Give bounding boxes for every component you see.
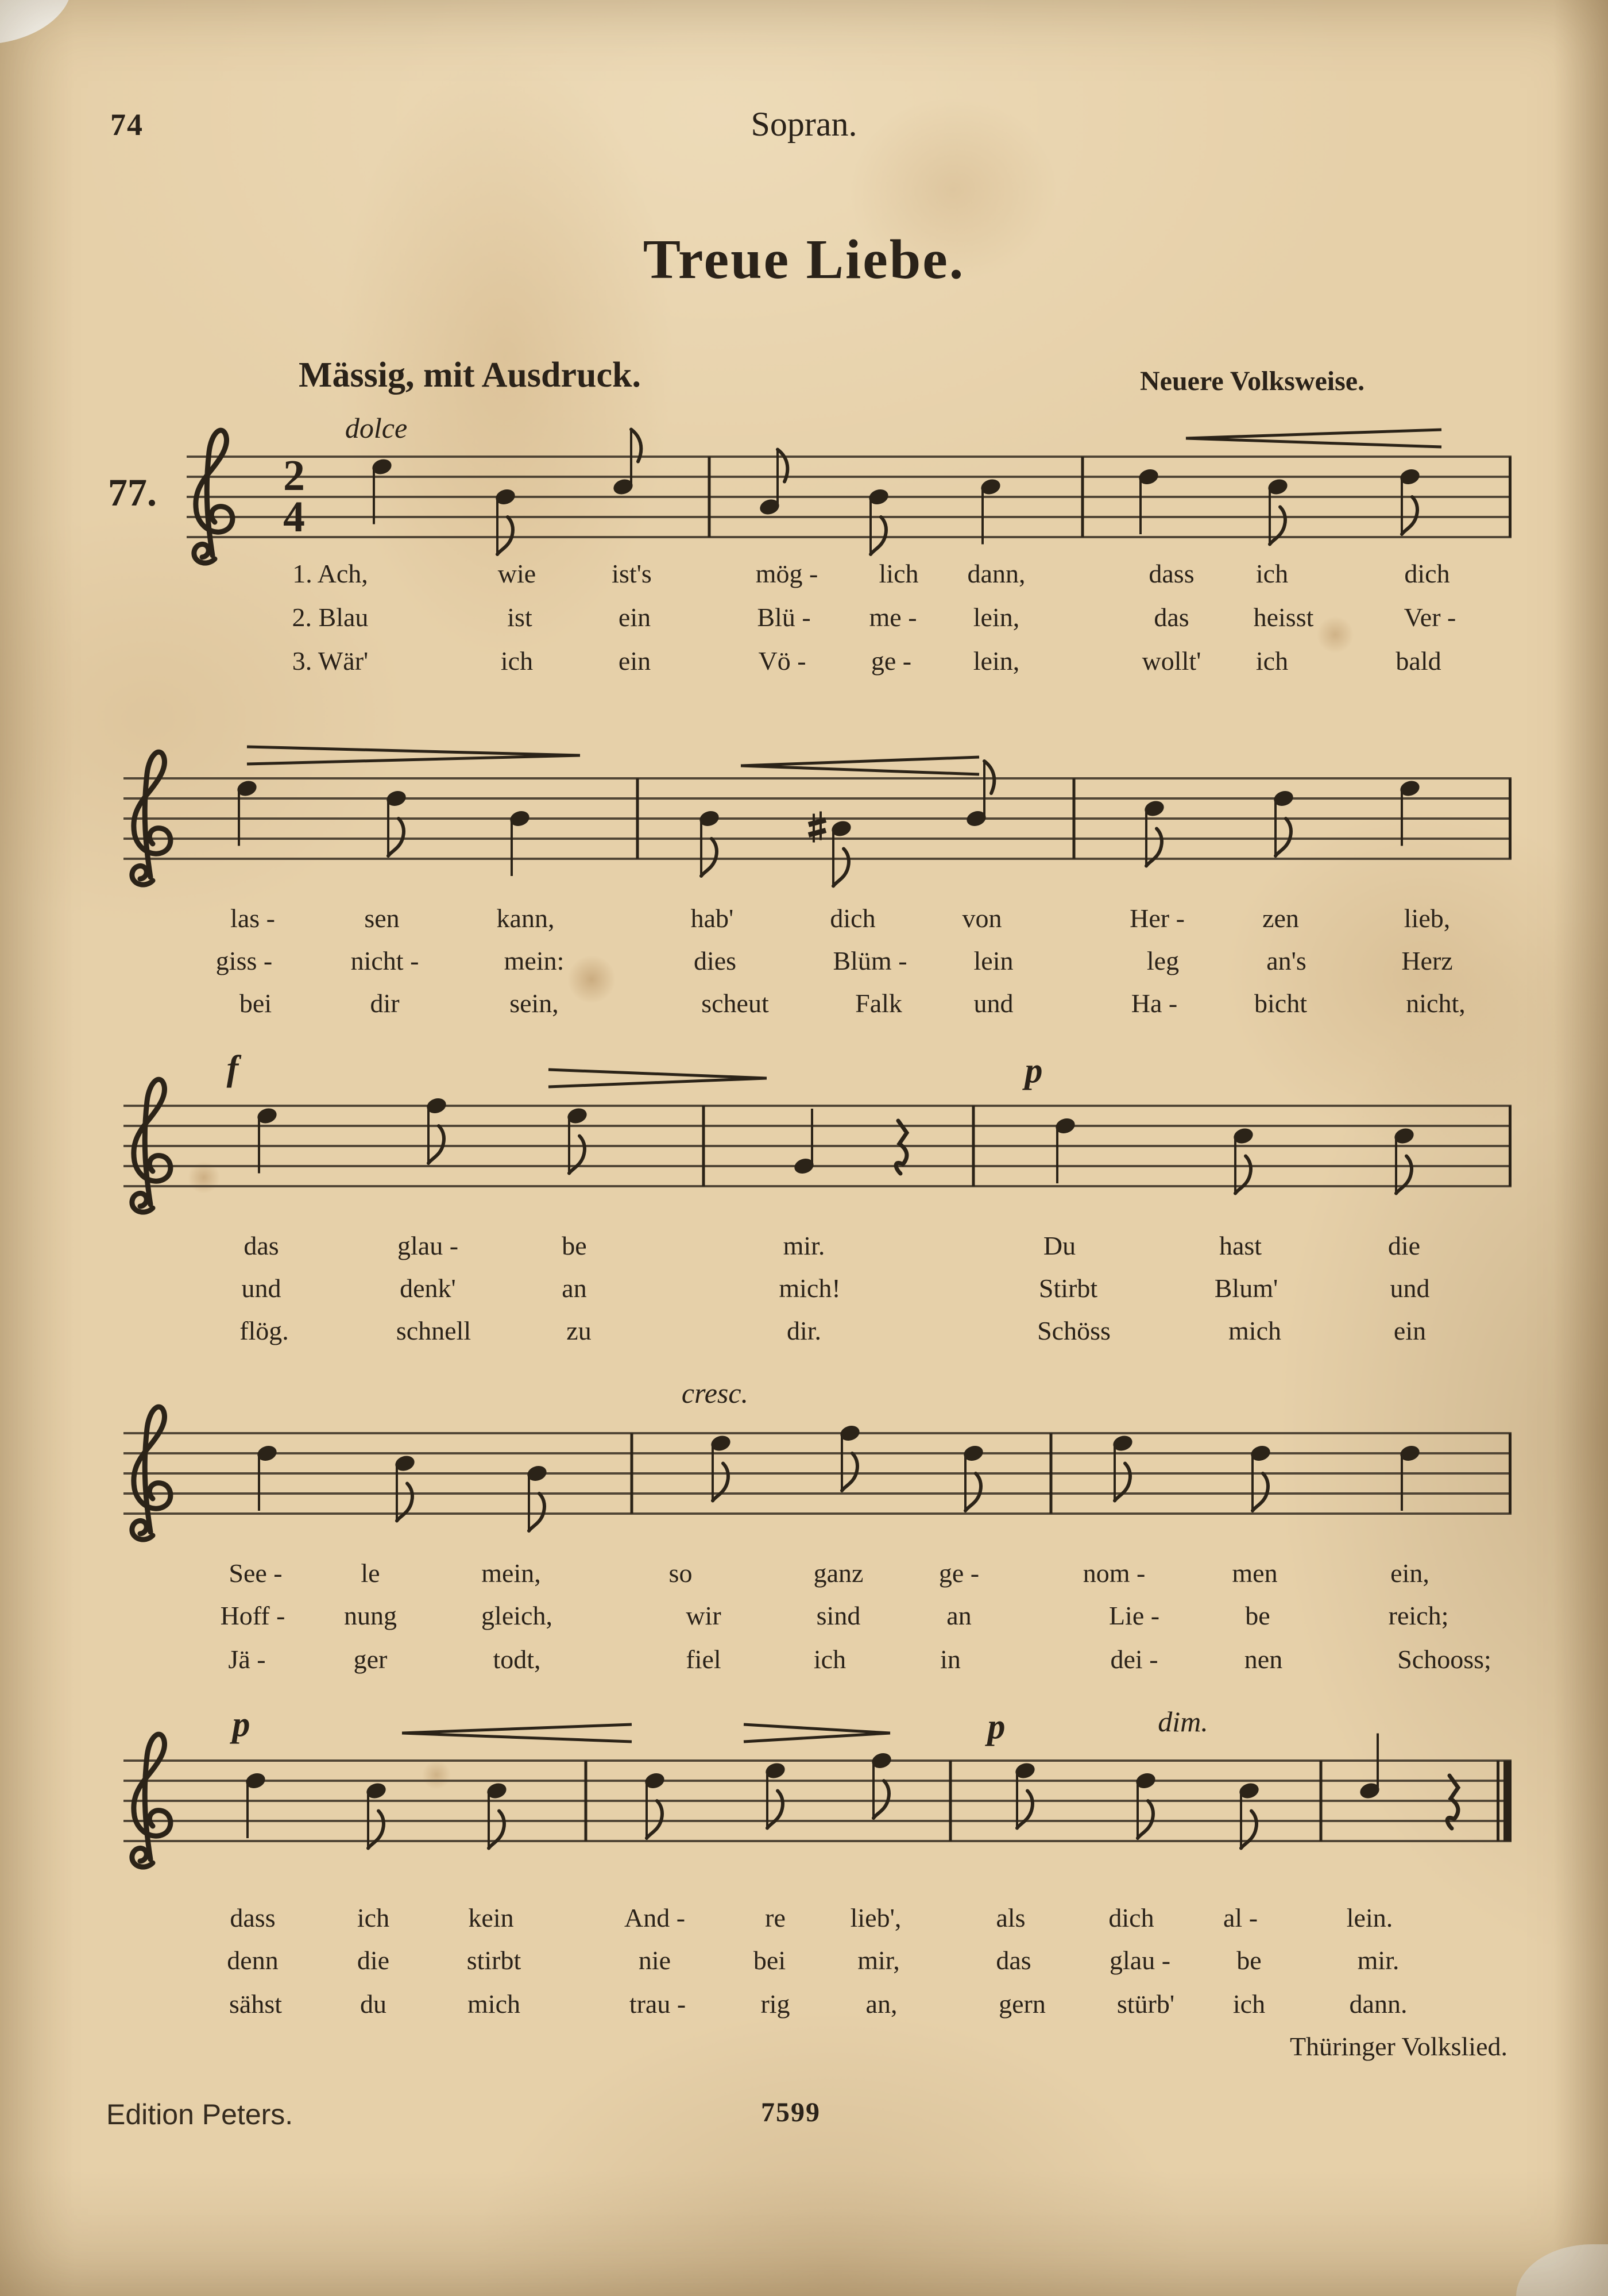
staff-lines — [123, 778, 1512, 859]
lyric-syllable: nicht - — [350, 946, 419, 975]
lyric-syllable: das — [996, 1946, 1031, 1975]
lyric-syllable: las - — [230, 904, 275, 933]
lyric-syllable: 2. Blau — [292, 603, 369, 632]
lyric-syllable: flög. — [239, 1316, 289, 1345]
barline — [1509, 457, 1512, 537]
lyric-syllable: lein. — [1346, 1903, 1393, 1932]
lyric-syllable: hast — [1219, 1231, 1262, 1260]
barline — [1509, 1106, 1512, 1186]
lyric-syllable: 1. Ach, — [292, 559, 368, 588]
lyric-syllable: die — [1387, 1231, 1421, 1260]
eighth-note — [1272, 789, 1295, 856]
lyric-syllable: leg — [1146, 946, 1180, 975]
barline — [702, 1106, 705, 1186]
lyric-syllable: ist's — [612, 559, 652, 588]
scan-corner-artifact — [0, 0, 79, 45]
lyric-syllable: die — [357, 1946, 390, 1975]
lyric-syllable: bei — [753, 1946, 786, 1975]
lyric-syllable: mich — [467, 1989, 520, 2019]
eighth-note — [566, 1106, 589, 1173]
lyric-syllable: dir. — [786, 1316, 822, 1345]
lyric-syllable: heisst — [1253, 603, 1314, 632]
quarter-note — [793, 1109, 815, 1176]
lyric-syllable: dass — [1149, 559, 1195, 588]
lyric-syllable: an, — [865, 1989, 898, 2019]
eighth-note — [1232, 1126, 1255, 1193]
eighth-note — [867, 487, 890, 554]
eighth-note — [1398, 467, 1421, 534]
quarter-note — [235, 778, 258, 846]
lyric-syllable: nen — [1244, 1645, 1283, 1674]
eighth-note — [494, 487, 517, 554]
quarter-note — [1398, 778, 1421, 846]
lyric-syllable: ich — [500, 646, 534, 676]
lyric-syllable: dann. — [1349, 1989, 1408, 2019]
lyric-syllable: be — [1245, 1601, 1270, 1630]
lyric-syllable: mir, — [857, 1946, 900, 1975]
lyric-syllable: bicht — [1254, 989, 1307, 1018]
lyric-syllable: lieb, — [1404, 904, 1451, 933]
quarter-note — [979, 477, 1002, 544]
quarter-note — [256, 1106, 279, 1173]
lyric-syllable: dies — [693, 946, 737, 975]
lyric-syllable: hab' — [690, 904, 734, 933]
dynamic-marking: p — [1025, 1051, 1043, 1090]
lyric-syllable: glau - — [1109, 1946, 1171, 1975]
eighth-note — [870, 1751, 893, 1818]
lyric-syllable: bei — [239, 989, 272, 1018]
staff-lines — [123, 1106, 1512, 1186]
lyric-syllable: Herz — [1401, 946, 1453, 975]
page-number: 74 — [110, 107, 144, 142]
eighth-note — [393, 1453, 416, 1521]
lyric-syllable: ge - — [871, 646, 912, 676]
barline — [972, 1106, 975, 1186]
lyric-syllable: be — [562, 1231, 587, 1260]
lyric-syllable: zen — [1262, 904, 1299, 933]
lyric-syllable: dann, — [967, 559, 1026, 588]
lyric-syllable: And - — [624, 1903, 686, 1932]
dynamic-marking: cresc. — [681, 1377, 749, 1409]
lyric-syllable: dich — [830, 904, 876, 933]
quarter-note — [1398, 1444, 1421, 1511]
barline — [708, 457, 711, 537]
barline — [631, 1433, 633, 1514]
dynamic-marking: p — [232, 1705, 250, 1744]
lyric-syllable: kein — [468, 1903, 514, 1932]
lyric-syllable: dir — [370, 989, 400, 1018]
scan-corner-artifact — [1516, 2244, 1608, 2296]
lyric-syllable: an's — [1266, 946, 1306, 975]
lyric-syllable: sähst — [229, 1989, 282, 2019]
lyric-syllable: gleich, — [481, 1601, 552, 1630]
dynamic-marking: dolce — [345, 412, 408, 444]
lyric-syllable: lein — [973, 946, 1014, 975]
song-title: Treue Liebe. — [643, 229, 965, 291]
lyric-syllable: wir — [686, 1601, 721, 1630]
attribution: Neuere Volksweise. — [1140, 366, 1365, 396]
lyric-syllable: und — [973, 989, 1014, 1018]
quarter-note — [1358, 1734, 1381, 1801]
eighth-note — [385, 789, 408, 856]
eighth-note — [698, 809, 721, 876]
lyric-syllable: Her - — [1130, 904, 1185, 933]
lyric-syllable: trau - — [629, 1989, 686, 2019]
lyric-syllable: scheut — [701, 989, 769, 1018]
lyric-syllable: mir. — [1357, 1946, 1400, 1975]
lyric-syllable: Hoff - — [220, 1601, 285, 1630]
lyric-syllable: und — [1390, 1274, 1430, 1303]
lyric-syllable: todt, — [493, 1645, 541, 1674]
lyric-syllable: Falk — [855, 989, 902, 1018]
lyric-syllable: dich — [1108, 1903, 1154, 1932]
barline — [1320, 1761, 1323, 1841]
eighth-note — [612, 430, 641, 497]
lyric-syllable: wollt' — [1142, 646, 1201, 676]
quarter-note — [256, 1444, 279, 1511]
quarter-note — [370, 457, 393, 524]
lyric-syllable: ganz — [813, 1558, 864, 1588]
lyric-syllable: glau - — [397, 1231, 459, 1260]
lyric-syllable: das — [243, 1231, 279, 1260]
lyric-syllable: ich — [1255, 646, 1289, 676]
lyric-syllable: mein, — [481, 1558, 541, 1588]
lyric-syllable: men — [1232, 1558, 1278, 1588]
source-note: Thüringer Volkslied. — [1289, 2032, 1508, 2061]
lyric-syllable: nung — [344, 1601, 397, 1630]
barline — [585, 1761, 587, 1841]
lyric-syllable: Schöss — [1037, 1316, 1111, 1345]
lyric-syllable: mir. — [783, 1231, 825, 1260]
tempo-marking: Mässig, mit Ausdruck. — [299, 356, 641, 395]
eighth-note — [525, 1464, 548, 1531]
quarter-note — [244, 1771, 267, 1838]
eighth-note — [365, 1781, 388, 1848]
eighth-note — [1266, 477, 1289, 544]
lyric-syllable: reich; — [1388, 1601, 1449, 1630]
staff-lines — [123, 1433, 1512, 1514]
svg-text:4: 4 — [283, 493, 305, 541]
staff-lines — [123, 1761, 1512, 1841]
lyric-syllable: le — [361, 1558, 380, 1588]
barline — [1050, 1433, 1053, 1514]
piece-number: 77. — [108, 470, 157, 514]
eighth-note — [1111, 1433, 1134, 1500]
lyric-syllable: das — [1154, 603, 1189, 632]
decrescendo-hairpin — [247, 747, 580, 764]
lyric-syllable: zu — [566, 1316, 592, 1345]
lyric-syllable: mein: — [504, 946, 565, 975]
staff-system-5 — [0, 1646, 1608, 1944]
crescendo-hairpin — [741, 757, 979, 774]
crescendo-hairpin — [402, 1724, 632, 1742]
lyric-syllable: dass — [230, 1903, 276, 1932]
eighth-note — [1249, 1444, 1272, 1511]
lyric-syllable: gern — [999, 1989, 1046, 2019]
eighth-note — [1238, 1781, 1261, 1848]
lyric-syllable: mich — [1228, 1316, 1281, 1345]
lyric-syllable: be — [1236, 1946, 1262, 1975]
lyric-syllable: stirbt — [466, 1946, 521, 1975]
lyric-syllable: in — [940, 1645, 961, 1674]
quarter-note — [1054, 1116, 1077, 1183]
lyric-syllable: mich! — [779, 1274, 841, 1303]
quarter-note — [508, 809, 531, 876]
lyric-syllable: wie — [497, 559, 536, 588]
lyric-syllable: See - — [229, 1558, 283, 1588]
eighth-note — [485, 1781, 508, 1848]
lyric-syllable: Blüm - — [833, 946, 907, 975]
decrescendo-hairpin — [548, 1070, 767, 1087]
lyric-syllable: sen — [364, 904, 400, 933]
lyric-syllable: an — [946, 1601, 972, 1630]
eighth-note — [758, 450, 787, 517]
publisher-imprint: Edition Peters. — [106, 2098, 293, 2131]
lyric-syllable: sind — [816, 1601, 861, 1630]
lyric-syllable: ich — [357, 1903, 390, 1932]
lyric-syllable: giss - — [215, 946, 273, 975]
lyric-syllable: und — [241, 1274, 281, 1303]
lyric-syllable: du — [360, 1989, 386, 2019]
lyric-syllable: kann, — [496, 904, 555, 933]
eighth-note — [764, 1761, 787, 1828]
eighth-note — [838, 1423, 861, 1491]
eighth-note — [809, 812, 853, 886]
lyric-syllable: von — [962, 904, 1002, 933]
lyric-syllable: Lie - — [1108, 1601, 1160, 1630]
barline — [1073, 778, 1076, 859]
lyric-syllable: Stirbt — [1038, 1274, 1098, 1303]
lyric-syllable: so — [668, 1558, 693, 1588]
dynamic-marking: dim. — [1158, 1705, 1208, 1738]
final-barline — [1497, 1761, 1499, 1841]
eighth-note — [1134, 1771, 1157, 1838]
lyric-syllable: me - — [869, 603, 917, 632]
dynamic-marking: p — [987, 1707, 1006, 1746]
lyric-syllable: ist — [507, 603, 532, 632]
final-barline — [1503, 1761, 1512, 1841]
lyric-syllable: schnell — [396, 1316, 471, 1345]
plate-number: 7599 — [761, 2097, 821, 2128]
lyric-syllable: fiel — [686, 1645, 721, 1674]
dynamic-marking: f — [226, 1049, 239, 1088]
lyric-syllable: al - — [1223, 1903, 1258, 1932]
voice-part-label: Sopran. — [751, 105, 857, 143]
lyric-syllable: rig — [760, 1989, 790, 2019]
lyric-syllable: Blü - — [757, 603, 811, 632]
lyric-syllable: an — [562, 1274, 587, 1303]
decrescendo-hairpin — [744, 1724, 890, 1742]
eighth-note — [425, 1096, 448, 1163]
lyric-syllable: mög - — [755, 559, 818, 588]
eighth-note — [1143, 798, 1166, 866]
lyric-syllable: nom - — [1083, 1558, 1146, 1588]
staff-system-1 — [0, 342, 1608, 640]
lyric-syllable: Jä - — [228, 1645, 266, 1674]
lyric-syllable: lein, — [973, 646, 1020, 676]
lyric-syllable: dich — [1404, 559, 1450, 588]
barline — [1509, 1433, 1512, 1514]
lyric-syllable: bald — [1396, 646, 1441, 676]
eighth-note — [1393, 1126, 1416, 1193]
crescendo-hairpin — [1186, 430, 1441, 447]
eighth-note — [1014, 1761, 1037, 1828]
lyric-syllable: lein, — [973, 603, 1020, 632]
lyric-syllable: Schooss; — [1397, 1645, 1491, 1674]
lyric-syllable: lieb', — [850, 1903, 902, 1932]
lyric-syllable: ge - — [938, 1558, 980, 1588]
time-signature — [283, 452, 305, 541]
lyric-syllable: ein — [618, 603, 651, 632]
lyric-syllable: denk' — [400, 1274, 456, 1303]
barline — [1509, 778, 1512, 859]
lyric-syllable: Vö - — [758, 646, 806, 676]
lyric-syllable: Blum' — [1214, 1274, 1278, 1303]
lyric-syllable: ich — [1255, 559, 1289, 588]
eighth-note — [709, 1433, 732, 1500]
lyric-syllable: 3. Wär' — [292, 646, 369, 676]
lyric-syllable: als — [996, 1903, 1026, 1932]
lyric-syllable: nicht, — [1406, 989, 1466, 1018]
lyric-syllable: sein, — [509, 989, 559, 1018]
barline — [636, 778, 639, 859]
eighth-note — [643, 1771, 666, 1838]
lyric-syllable: ich — [1232, 1989, 1266, 2019]
lyric-syllable: Ver - — [1404, 603, 1456, 632]
svg-text:2: 2 — [283, 452, 305, 500]
lyric-syllable: re — [765, 1903, 786, 1932]
barline — [1081, 457, 1084, 537]
eighth-note — [962, 1444, 985, 1511]
lyric-syllable: ein, — [1390, 1558, 1429, 1588]
lyric-syllable: Ha - — [1131, 989, 1178, 1018]
lyric-syllable: ein — [618, 646, 651, 676]
lyric-syllable: ein — [1393, 1316, 1427, 1345]
quarter-note — [1137, 467, 1160, 534]
lyric-syllable: denn — [227, 1946, 279, 1975]
lyric-syllable: stürb' — [1116, 1989, 1175, 2019]
barline — [949, 1761, 952, 1841]
lyric-syllable: ich — [813, 1645, 846, 1674]
lyric-syllable: Du — [1043, 1231, 1076, 1260]
lyric-syllable: dei - — [1110, 1645, 1158, 1674]
lyric-syllable: ger — [353, 1645, 388, 1674]
lyric-syllable: nie — [638, 1946, 671, 1975]
lyric-syllable: lich — [879, 559, 919, 588]
